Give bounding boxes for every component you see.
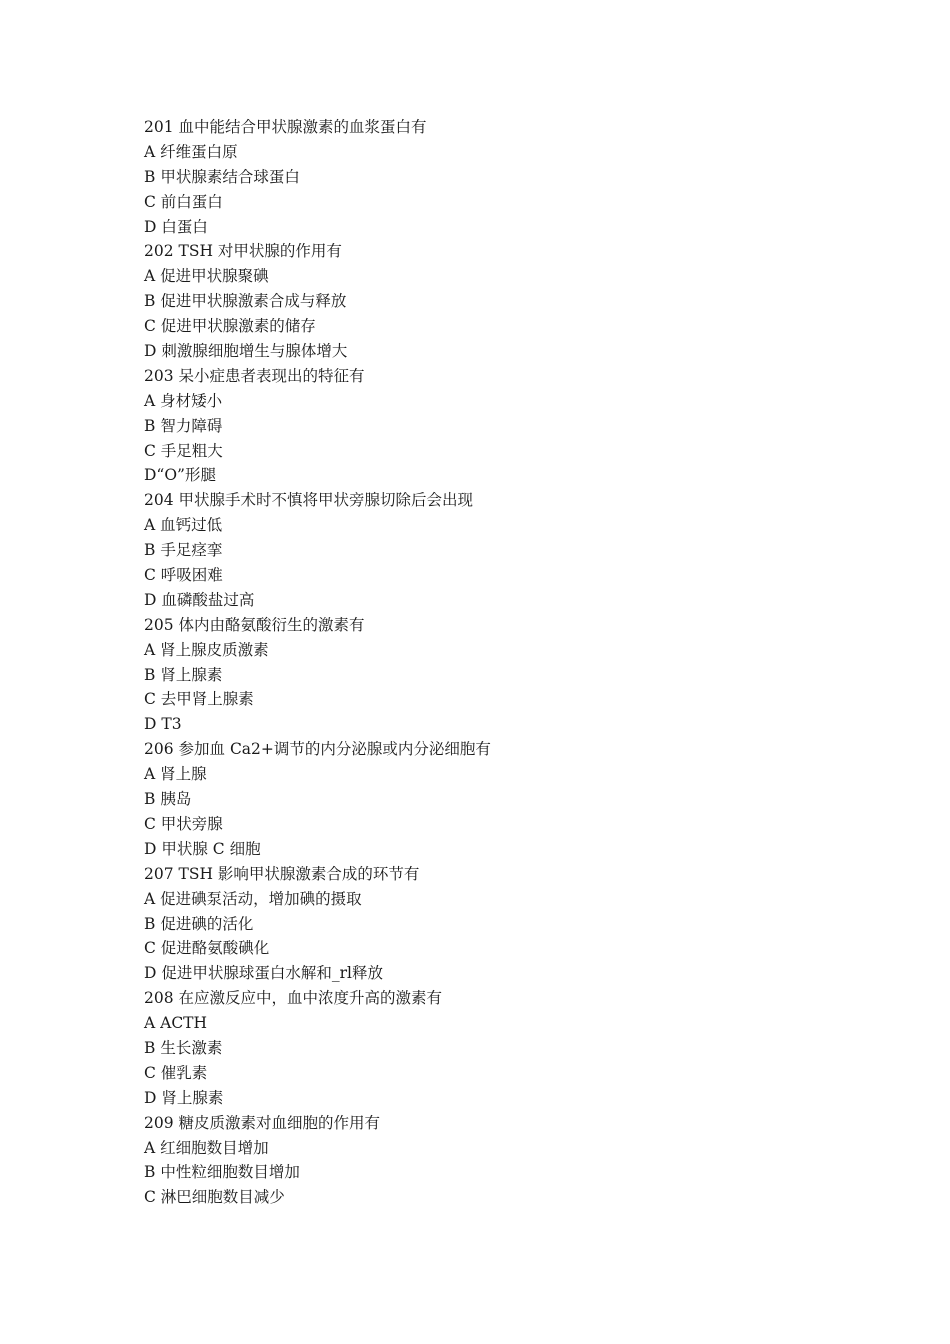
question-207 [144,862,864,986]
option-d: D T3 [144,715,182,734]
option-c: C 催乳素 [144,1063,208,1082]
option-a: A 红细胞数目增加 [144,1138,269,1157]
option-a: A 肾上腺皮质激素 [144,640,269,659]
option-d: D 肾上腺素 [144,1088,224,1107]
option-b: B 胰岛 [144,790,192,809]
question-201 [144,115,864,239]
question-stem: 202 TSH 对甲状腺的作用有 [144,242,342,261]
option-b: B 中性粒细胞数目增加 [144,1163,300,1182]
option-d: D 血磷酸盐过高 [144,590,255,609]
question-208 [144,986,864,1110]
option-a: A 肾上腺 [144,765,207,784]
option-b: B 甲状腺素结合球蛋白 [144,167,300,186]
option-d: D 甲状腺 C 细胞 [144,839,261,858]
question-stem: 208 在应激反应中，血中浓度升高的激素有 [144,989,443,1008]
option-c: C 促进甲状腺激素的储存 [144,317,316,336]
question-list [144,115,864,1210]
option-b: B 生长激素 [144,1038,223,1057]
option-a: A 身材矮小 [144,391,223,410]
option-d: D 促进甲状腺球蛋白水解和_rl释放 [144,964,383,983]
question-stem: 207 TSH 影响甲状腺激素合成的环节有 [144,864,420,883]
question-stem: 206 参加血 Ca2+调节的内分泌腺或内分泌细胞有 [144,740,491,759]
option-a: A 血钙过低 [144,516,223,535]
question-stem: 209 糖皮质激素对血细胞的作用有 [144,1113,381,1132]
question-stem: 204 甲状腺手术时不慎将甲状旁腺切除后会出现 [144,491,474,510]
question-stem: 203 呆小症患者表现出的特征有 [144,366,365,385]
option-d: D 刺激腺细胞增生与腺体增大 [144,342,348,361]
question-stem: 201 血中能结合甲状腺激素的血浆蛋白有 [144,118,427,136]
question-203 [144,364,864,488]
option-b: B 手足痉挛 [144,541,223,560]
option-a: A ACTH [144,1014,208,1033]
question-stem: 205 体内由酪氨酸衍生的激素有 [144,615,365,634]
option-d: D 白蛋白 [144,217,208,236]
question-204 [144,488,864,612]
option-c: C 呼吸困难 [144,566,223,585]
option-b: B 促进碘的活化 [144,914,254,933]
option-c: C 前白蛋白 [144,192,223,211]
option-c: C 淋巴细胞数目减少 [144,1188,285,1207]
option-b: B 促进甲状腺激素合成与释放 [144,292,347,311]
option-c: C 促进酪氨酸碘化 [144,939,270,958]
question-202 [144,239,864,363]
question-205 [144,613,864,737]
option-c: C 去甲肾上腺素 [144,690,254,709]
option-c: C 手足粗大 [144,441,223,460]
option-a: A 纤维蛋白原 [144,142,238,161]
option-a: A 促进甲状腺聚碘 [144,267,269,286]
question-209 [144,1111,864,1211]
question-206 [144,737,864,861]
option-a: A 促进碘泵活动，增加碘的摄取 [144,889,362,908]
option-c: C 甲状旁腺 [144,814,223,833]
option-d: D“O”形腿 [144,466,216,485]
option-b: B 智力障碍 [144,416,223,435]
option-b: B 肾上腺素 [144,665,223,684]
